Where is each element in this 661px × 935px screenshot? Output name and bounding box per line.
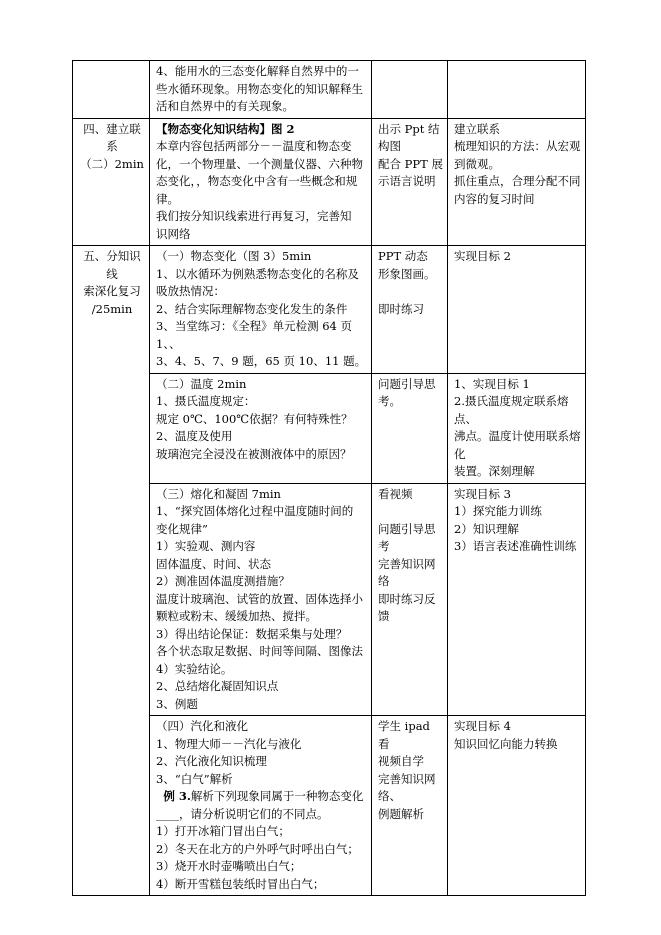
content-line: 本章内容包括两部分－－温度和物态变 — [156, 139, 352, 153]
intent-line: 1、实现目标 1 — [454, 376, 530, 391]
activity-line: 完善知识网 — [378, 771, 436, 786]
activity-line: 构图 — [378, 139, 401, 153]
intent-line: 到微观。 — [454, 156, 500, 171]
content-line: （三）熔化和凝固 7min — [156, 486, 281, 501]
intent-line: 建立联系 — [454, 121, 500, 136]
content-line: 化，一个物理量、一个测量仪器、六种物 — [156, 156, 363, 171]
content-cell — [150, 373, 372, 483]
content-cell — [150, 483, 372, 716]
table-row — [73, 483, 586, 716]
intent-line: 实现目标 2 — [454, 249, 511, 263]
activity-line: 即时练习反 — [378, 591, 436, 606]
content-line: 些水循环现象。用物态变化的知识解释生 — [156, 81, 363, 96]
content-line: 各个状态取足数据、时间等间隔、图像法 — [156, 644, 363, 658]
content-line: 变化规律” — [156, 521, 208, 536]
activity-line: 形象图画。 — [378, 266, 436, 281]
content-line: 3、4、5、7、9 题，65 页 10、11 题。 — [156, 354, 367, 368]
content-line: 1、摄氏温度规定： — [156, 394, 256, 408]
content-line: （四）汽化和液化 — [156, 719, 248, 733]
content-line: 1、以水循环为例熟悉物态变化的名称及 — [156, 266, 359, 281]
intent-line: 2）知识理解 — [454, 521, 519, 536]
content-line: 1）打开冰箱门冒出白气； — [156, 824, 290, 838]
content-line: 2、结合实际理解物态变化发生的条件 — [156, 301, 348, 316]
content-line: 1）实验观、测内容 — [156, 539, 256, 553]
intent-cell — [448, 373, 586, 483]
table-row — [73, 716, 586, 896]
content-line: 2）测准固体温度测措施？ — [156, 574, 290, 588]
activity-line: 学生 ipad 看 — [378, 719, 430, 751]
activity-line — [378, 283, 443, 301]
content-line: 3、“白气”解析 — [156, 771, 233, 786]
content-line: 3、当堂练习：《全程》单元检测 64 页 1、、 — [156, 319, 353, 351]
content-line: 1、“探究固体熔化过程中温度随时间的 — [156, 504, 354, 518]
content-line: 4、能用水的三态变化解释自然界中的一 — [156, 64, 359, 78]
activity-line: 视频自学 — [378, 754, 424, 768]
content-cell — [150, 716, 372, 896]
content-line: 2、温度及使用 — [156, 429, 233, 443]
stage-cell — [73, 61, 150, 119]
intent-line: 实现目标 4 — [454, 719, 511, 733]
activity-line: 络、 — [378, 789, 401, 803]
activity-line — [378, 503, 443, 521]
stage-cell — [73, 246, 150, 896]
activity-line: 看视频 — [378, 486, 413, 501]
intent-line: 抓住重点，合理分配不同 — [454, 174, 581, 188]
activity-cell — [372, 61, 448, 119]
content-line: 玻璃泡完全浸没在被测液体中的原因？ — [156, 446, 352, 461]
intent-line: 3）语言表述准确性训练 — [454, 539, 577, 553]
intent-line: 梳理知识的方法：从宏观 — [454, 139, 581, 153]
content-line: 2、总结熔化凝固知识点 — [156, 679, 279, 693]
content-line: 4）实验结论。 — [156, 661, 233, 676]
activity-cell — [372, 246, 448, 374]
activity-line: 完善知识网 — [378, 556, 436, 571]
content-line: ____，请分析说明它们的不同点。 — [156, 806, 329, 821]
activity-line: 馈 — [378, 609, 390, 623]
activity-line: 例题解析 — [378, 806, 424, 821]
content-cell — [150, 61, 372, 119]
stage-cell — [73, 118, 150, 246]
activity-line: 问题引导思 — [378, 376, 436, 391]
content-cell — [150, 118, 372, 246]
stage-line: （二）2min — [80, 156, 144, 171]
section-heading: 【物态变化知识结构】图 2 — [156, 121, 295, 136]
content-line: 颗粒或粉末、缓缓加热、搅拌。 — [156, 609, 317, 623]
stage-line: 五、分知识线 — [83, 249, 141, 281]
stage-line: 索深化复习 — [83, 284, 141, 298]
content-line: （一）物态变化（图 3）5min — [156, 249, 312, 263]
stage-line: /25min — [91, 301, 133, 316]
content-line: 律。 — [156, 191, 179, 206]
intent-line: 2.摄氏温度规定联系熔点、 — [454, 394, 569, 426]
content-line: 2）冬天在北方的户外呼气时呼出白气； — [156, 841, 359, 856]
table-row — [73, 61, 586, 119]
table-row — [73, 118, 586, 246]
activity-line: 配合 PPT 展 — [378, 156, 443, 171]
activity-cell — [372, 373, 448, 483]
content-line: 3）得出结论保证：数据采集与处理？ — [156, 626, 348, 641]
intent-line: 沸点。温度计使用联系熔化 — [454, 429, 581, 461]
content-line: 3、例题 — [156, 696, 198, 711]
table-row — [73, 246, 586, 374]
activity-line: 考。 — [378, 394, 401, 408]
activity-line: 即时练习 — [378, 301, 424, 316]
intent-line: 知识回忆向能力转换 — [454, 736, 558, 751]
activity-line: 出示 Ppt 结 — [378, 121, 440, 136]
activity-line: 考 — [378, 539, 390, 553]
activity-line: 示语言说明 — [378, 174, 436, 188]
activity-line: 问题引导思 — [378, 521, 436, 536]
intent-line: 装置。深刻理解 — [454, 464, 535, 478]
intent-line: 内容的复习时间 — [454, 191, 535, 206]
lesson-plan-table — [72, 60, 586, 896]
activity-line: 络 — [378, 574, 390, 588]
activity-cell — [372, 118, 448, 246]
content-line: 1、物理大师－－汽化与液化 — [156, 736, 302, 751]
content-line: 温度计玻璃泡、试管的放置、固体选择小 — [156, 591, 363, 606]
content-line: 固体温度、时间、状态 — [156, 556, 271, 571]
content-cell — [150, 246, 372, 374]
activity-line: PPT 动态 — [378, 249, 428, 263]
content-line: 例 3.解析下列现象同属于一种物态变化 — [163, 789, 364, 803]
content-line: 我们按分知识线索进行再复习，完善知 — [156, 209, 352, 223]
activity-cell — [372, 716, 448, 896]
activity-cell — [372, 483, 448, 716]
content-line: 态变化，，物态变化中含有一些概念和规 — [156, 174, 358, 188]
stage-line: 四、建立联系 — [83, 121, 141, 153]
content-line: （二）温度 2min — [156, 376, 247, 391]
intent-cell — [448, 118, 586, 246]
content-line: 规定 0℃、100℃依据？有何特殊性？ — [156, 411, 353, 426]
intent-cell — [448, 483, 586, 716]
content-line: 识网络 — [156, 226, 191, 241]
intent-cell — [448, 246, 586, 374]
content-line: 4）断开雪糕包装纸时冒出白气； — [156, 876, 325, 891]
intent-line: 实现目标 3 — [454, 486, 511, 501]
example-label: 例 3. — [163, 789, 191, 803]
intent-cell — [448, 61, 586, 119]
intent-line: 1）探究能力训练 — [454, 504, 542, 518]
content-line: 活和自然界中的有关现象。 — [156, 99, 294, 113]
content-line: 3）烧开水时壶嘴喷出白气； — [156, 859, 302, 873]
intent-cell — [448, 716, 586, 896]
content-line: 吸放热情况： — [156, 284, 225, 298]
content-line: 2、汽化液化知识梳理 — [156, 754, 267, 768]
table-row — [73, 373, 586, 483]
